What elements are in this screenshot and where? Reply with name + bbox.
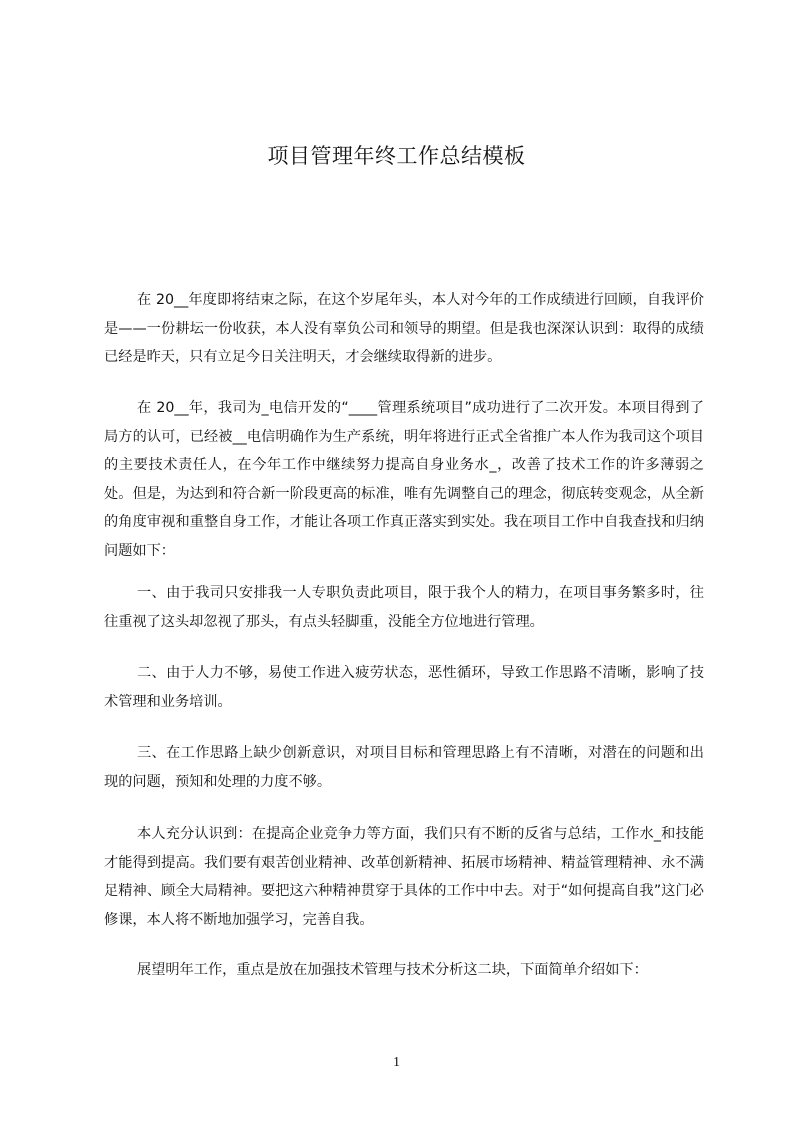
paragraph-issue-three: 三、在工作思路上缺少创新意识，对项目目标和管理思路上有不清晰，对潜在的问题和出现的问题，预知和处理的力度不够。 [104, 745, 704, 790]
paragraph-self-reflection: 本人充分认识到：在提高企业竞争力等方面，我们只有不断的反省与总结，工作水_和技能才能得到提高。我们要有艰苦创业精神、改革创新精神、拓展市场精神、精益管理精神、永不满足精神、顾全大局精神。要把这六种精神贯穿于具体的工作中中去。对于“如何提高自我”这门必修课，本人将不断地加强学习，完善自我。 [104, 826, 704, 928]
page-number: 1 [393, 1055, 400, 1070]
paragraph-project-overview: 在 20__年，我司为_电信开发的“____管理系统项目”成功进行了二次开发。本项目得到了局方的认可，已经被__电信明确作为生产系统，明年将进行正式全省推广本人作为我司这个项目的主要技术责任人，在今年工作中继续努力提高自身业务水_，改善了技术工作的许多薄弱之处。但是，为达到和符合新一阶段更高的标准，唯有先调整自己的理念，彻底转变观念，从全新的角度审视和重整自身工作，才能让各项工作真正落实到实处。我在项目工作中自我查找和归纳问题如下： [104, 400, 704, 559]
paragraph-issue-two: 二、由于人力不够，易使工作进入疲劳状态，恶性循环，导致工作思路不清晰，影响了技术管理和业务培训。 [104, 665, 704, 710]
document-title: 项目管理年终工作总结模板 [267, 144, 526, 168]
paragraph-issue-one: 一、由于我司只安排我一人专职负责此项目，限于我个人的精力，在项目事务繁多时，往往重视了这头却忽视了那头，有点头轻脚重，没能全方位地进行管理。 [104, 585, 704, 630]
paragraph-intro: 在 20__年度即将结束之际，在这个岁尾年头，本人对今年的工作成绩进行回顾，自我评价是——一份耕坛一份收获，本人没有辜负公司和领导的期望。但是我也深深认识到：取得的成绩已经是昨天，只有立足今日关注明天，才会继续取得新的进步。 [104, 292, 704, 365]
paragraph-outlook: 展望明年工作，重点是放在加强技术管理与技术分析这二块，下面简单介绍如下： [137, 962, 648, 978]
